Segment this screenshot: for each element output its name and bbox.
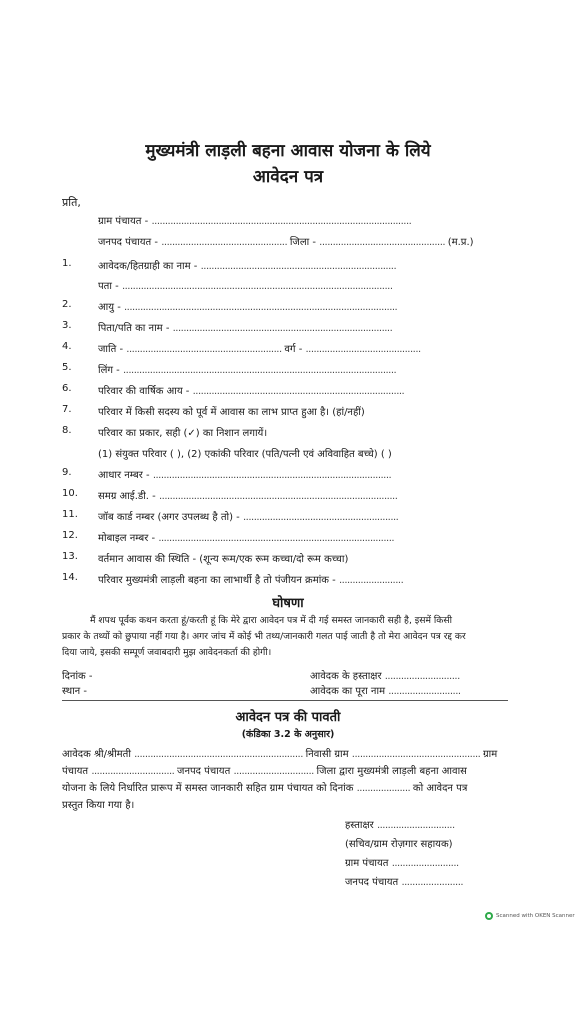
ack-secretary: (सचिव/ग्राम रोज़गार सहायक) [345, 839, 453, 850]
field-5-number: 5. [62, 362, 72, 373]
declaration-text-line3: दिया जाये, इसकी सम्पूर्ण जवाबदारी मुझ आवेदनकर्ता की होगी। [62, 647, 272, 658]
ack-signature: हस्ताक्षर ............................. [345, 820, 455, 831]
field-samagra-id: समग्र आई.डी. - ......................................................................................... [98, 491, 398, 502]
field-applicant-name-label: आवेदक/हितग्राही का नाम - [98, 261, 198, 272]
ack-gram-label: ग्राम [483, 749, 498, 760]
field-caste-label: जाति - [98, 344, 124, 355]
field-age: आयु - ...................................................................................................... [98, 302, 398, 313]
field-ladli-registration: परिवार मुख्यमंत्री लाड़ली बहना का लाभार्थी है तो पंजीयन क्रमांक - ........................ [98, 575, 404, 586]
address-janpad-line: जनपद पंचायत - ............................................... जिला - ............................................... (म.प्र.) [98, 237, 474, 248]
field-14-number: 14. [62, 572, 78, 583]
scanner-watermark-text: Scanned with OKEN Scanner [496, 913, 575, 919]
field-job-card: जॉब कार्ड नम्बर (अगर उपलब्ध है तो) - .......................................................... [98, 512, 399, 523]
field-aadhaar-number: आधार नम्बर - ......................................................................................... [98, 470, 392, 481]
field-aadhaar-label: आधार नम्बर - [98, 470, 150, 481]
field-age-label: आयु - [98, 302, 121, 313]
field-13-number: 13. [62, 551, 78, 562]
ack-line-4: प्रस्तुत किया गया है। [62, 800, 135, 811]
field-address: पता - ..................................................................................................... [98, 281, 393, 292]
address-gram-panchayat-line: ग्राम पंचायत - ................................................................................................. [98, 216, 412, 227]
field-2-number: 2. [62, 299, 72, 310]
field-3-number: 3. [62, 320, 72, 331]
field-annual-income-label: परिवार की वार्षिक आय - [98, 386, 190, 397]
declaration-text-line2: प्रकार के तथ्यों को छुपाया नहीं गया है। अगर जांच में कोई भी तथ्य/जानकारी गलत पाई जाती है तो मेरा आवेदन पत्र रद्द कर [62, 631, 466, 642]
ack-janpad-panchayat-label: जनपद पंचायत [345, 877, 399, 888]
field-1-number: 1. [62, 258, 72, 269]
ack-janpad-label: जनपद पंचायत [177, 766, 231, 777]
field-4-number: 4. [62, 341, 72, 352]
field-11-number: 11. [62, 509, 78, 520]
scanner-watermark [485, 912, 575, 920]
form-title-line2: आवेदन पत्र [252, 167, 324, 187]
ack-line-2: पंचायत ............................... जनपद पंचायत .............................. जिला द्वारा मुख्यमंत्री लाड़ली बहना आवास [62, 766, 467, 777]
field-gender-label: लिंग - [98, 365, 120, 376]
ack-form-label: को आवेदन पत्र [412, 783, 468, 794]
ack-gram-panchayat-label: ग्राम पंचायत [345, 858, 389, 869]
scanner-logo-icon [485, 912, 493, 920]
field-8-number: 8. [62, 425, 72, 436]
ack-district-label: जिला द्वारा मुख्यमंत्री लाड़ली बहना आवास [316, 766, 467, 777]
ack-village-label: निवासी ग्राम [305, 749, 349, 760]
acknowledgement-subheading: (कंडिका 3.2 के अनुसार) [241, 729, 335, 740]
field-annual-income: परिवार की वार्षिक आय - ............................................................................... [98, 386, 405, 397]
field-ladli-registration-label: परिवार मुख्यमंत्री लाड़ली बहना का लाभार्थी है तो पंजीयन क्रमांक - [98, 575, 336, 586]
declaration-place: स्थान - [62, 686, 88, 697]
field-family-type: परिवार का प्रकार, सही (✓) का निशान लगायें। [98, 428, 268, 439]
field-gender: लिंग - ...................................................................................................... [98, 365, 397, 376]
field-father-husband-name: पिता/पति का नाम - .................................................................................. [98, 323, 393, 334]
ack-submitted-label: योजना के लिये निर्धारित प्रारूप में समस्त जानकारी सहित ग्राम पंचायत को दिनांक [62, 783, 354, 794]
field-family-type-options: (1) संयुक्त परिवार ( ), (2) एकांकी परिवार (पति/पत्नी एवं अविवाहित बच्चे) ( ) [98, 449, 392, 460]
address-state-label: (म.प्र.) [447, 237, 474, 248]
field-samagra-label: समग्र आई.डी. - [98, 491, 156, 502]
field-6-number: 6. [62, 383, 72, 394]
ack-panchayat-label: पंचायत [62, 766, 89, 777]
ack-signature-label: हस्ताक्षर [345, 820, 374, 831]
field-7-number: 7. [62, 404, 72, 415]
field-mobile-label: मोबाइल नम्बर - [98, 533, 156, 544]
ack-janpad-panchayat: जनपद पंचायत ....................... [345, 877, 464, 888]
address-janpad-label: जनपद पंचायत - [98, 237, 159, 248]
field-category-label: वर्ग - [284, 344, 303, 355]
field-9-number: 9. [62, 467, 72, 478]
address-jila-label: जिला - [289, 237, 316, 248]
ack-line-3: योजना के लिये निर्धारित प्रारूप में समस्त जानकारी सहित ग्राम पंचायत को दिनांक .................... को आवेदन पत्र [62, 783, 468, 794]
address-gram-panchayat-label: ग्राम पंचायत - [98, 216, 149, 227]
field-previous-housing-benefit: परिवार में किसी सदस्य को पूर्व में आवास का लाभ प्राप्त हुआ है। (हां/नहीं) [98, 407, 365, 418]
ack-gram-panchayat: ग्राम पंचायत ......................... [345, 858, 459, 869]
form-title-line1: मुख्यमंत्री लाड़ली बहना आवास योजना के लिये [145, 141, 431, 161]
section-divider [62, 700, 508, 701]
field-caste-category: जाति - .......................................................... वर्ग - ........................................... [98, 344, 421, 355]
field-address-label: पता - [98, 281, 119, 292]
field-applicant-name: आवेदक/हितग्राही का नाम - ......................................................................... [98, 261, 397, 272]
declaration-signature-label: आवेदक के हस्ताक्षर [310, 671, 382, 682]
declaration-date: दिनांक - [62, 671, 93, 682]
field-father-husband-label: पिता/पति का नाम - [98, 323, 170, 334]
declaration-heading: घोषणा [272, 596, 304, 611]
acknowledgement-heading: आवेदन पत्र की पावती [235, 710, 341, 725]
declaration-signature: आवेदक के हस्ताक्षर ............................ [310, 671, 460, 682]
declaration-full-name-label: आवेदक का पूरा नाम [310, 686, 386, 697]
addressee-prati: प्रति, [62, 196, 81, 209]
field-10-number: 10. [62, 488, 78, 499]
ack-line-1: आवेदक श्री/श्रीमती ............................................................... निवासी ग्राम ................................................ ग्राम [62, 749, 498, 760]
field-12-number: 12. [62, 530, 78, 541]
ack-applicant-label: आवेदक श्री/श्रीमती [62, 749, 131, 760]
field-current-housing-status: वर्तमान आवास की स्थिति - (शून्य रूम/एक रूम कच्चा/दो रूम कच्चा) [98, 554, 349, 565]
declaration-full-name: आवेदक का पूरा नाम ........................... [310, 686, 461, 697]
field-mobile-number: मोबाइल नम्बर - ........................................................................................ [98, 533, 395, 544]
field-job-card-label: जॉब कार्ड नम्बर (अगर उपलब्ध है तो) - [98, 512, 240, 523]
declaration-text-line1: मैं शपथ पूर्वक कथन करता हूं/करती हूं कि मेरे द्वारा आवेदन पत्र में दी गई समस्त जानकारी सही है, इसमें किसी [90, 615, 452, 626]
